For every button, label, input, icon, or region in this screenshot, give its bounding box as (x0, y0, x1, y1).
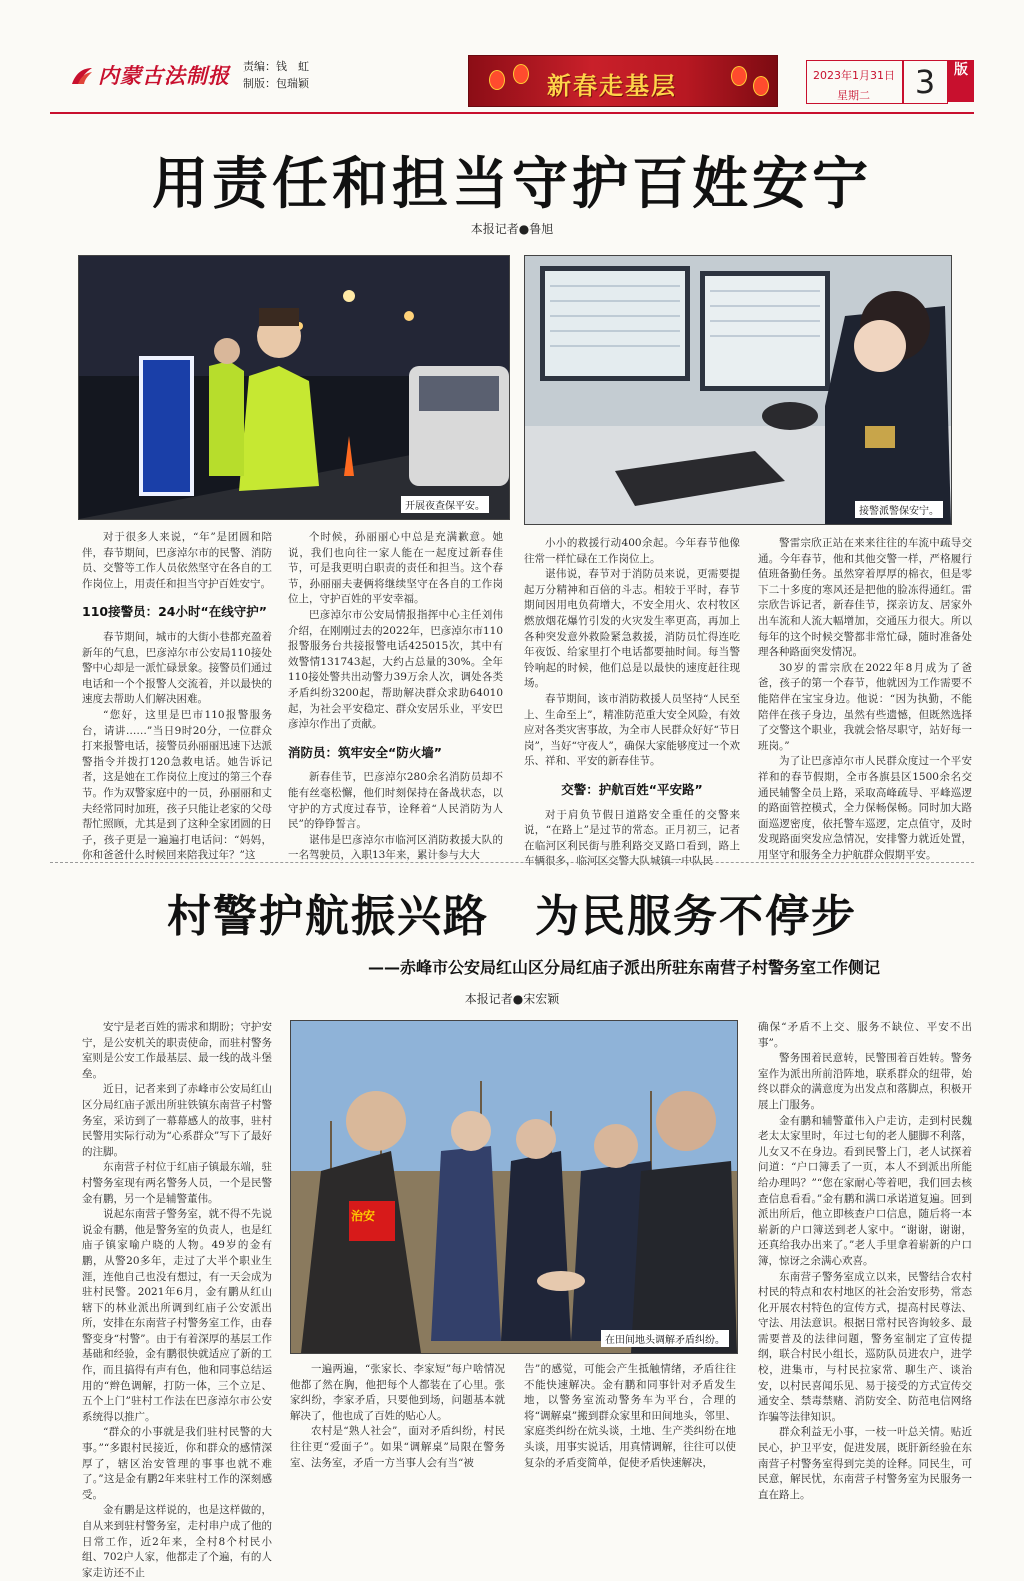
article1-column-3 (524, 536, 740, 868)
dispatch-illustration (525, 256, 951, 524)
night-check-photo (78, 255, 510, 520)
paragraph: 个时候，孙丽丽心中总是充满歉意。她说，我们也向往一家人能在一起度过新春佳节，可是我更明白职责的责任和担当。这个春节，孙丽丽夫妻俩将继续坚守在各自的工作岗位上，守护百姓的平安幸福。 (288, 531, 503, 606)
editor-line: 责编：钱 虹 (243, 60, 309, 73)
paragraph: “您好，这里是巴市110报警服务台，请讲……”当日9时20分，一位群众打来报警电话，接警员孙丽丽迅速下达派警指令并拨打120急救电话。她告诉记者，这是她在工作岗位上度过的第三个春节。作为双警家庭中的一员，孙丽丽和丈夫经常同时加班，孩子只能让老家的父母帮忙照顾，尤其是到了这种全家团圆的日子，孩子更是一遍遍打电话问：“妈妈，你和爸爸什么时候回来陪我过年？”这 (82, 708, 272, 862)
maker-line: 制版：包瑞颖 (243, 77, 309, 90)
night-check-illustration (79, 256, 509, 519)
article2-column-2 (290, 1362, 505, 1480)
paragraph: 说起东南营子警务室，就不得不先说说金有鹏，他是警务室的负责人，也是红庙子镇家喻户晓的人物。49岁的金有鹏，从警20多年，走过了大半个职业生涯，连他自己也没有想过，有一天会成为驻村民警。2021年6月，金有鹏从红山辖下的林业派出所调到红庙子公安派出所，安排在东南营子村警务室工作，由春警变身“村警”。由于有着深厚的基层工作基础和经验，金有鹏很快就适应了新的工作，而且搞得有声有色，他和同事总结运用的“辫色调解，打防一体，三个立足、五个上门”驻村工作法在巴彦淖尔市公安系统得以推广。 (82, 1208, 272, 1423)
logo-emblem-icon (70, 66, 94, 86)
article1-column-4 (758, 536, 972, 861)
paragraph: 为了让巴彦淖尔市人民群众度过一个平安祥和的春节假期，全市各旗县区1500余名交通民辅警全员上路，采取高峰疏导、平峰巡逻的路面管控模式，全力保畅保畅。同时加大路面巡逻密度，依托警车巡逻，定点值守，及时发现路面突发应急情况，安排警力就近处置，用坚守和服务全力护航群众假期平安。 (758, 755, 972, 861)
paragraph: 谌伟说，春节对于消防员来说，更需要提起万分精神和百倍的斗志。相较于平时，春节期间因用电负荷增大，不安全用火、农村牧区燃放烟花爆竹引发的火灾发生率更高，再加上各种突发意外救险紧急救援，消防员忙得连吃年夜饭、给家里打个电话都要抽时间。每当警铃响起的时候，他们总是以最快的速度赶往现场。 (524, 568, 740, 690)
lantern-icon (753, 76, 769, 96)
article1-column-1 (82, 530, 272, 862)
banner-title: 新春走基层 (547, 72, 677, 100)
article2-subtitle: ——赤峰市公安局红山区分局红庙子派出所驻东南营子村警务室工作侧记 (367, 958, 880, 977)
paragraph: 金有鹏和辅警董伟入户走访，走到村民魏老太太家里时，年过七旬的老人腿脚不利落，儿女又不在身边。看到民警上门，老人试探着问道：“户口簿丢了一页，本人不到派出所能给办理吗？”“您在家耐心等着吧，我们回去核查信息看看。”金有鹏和满口承诺道复遍。回到派出所后，他立即核查户口信息，随后将一本崭新的户口簿送到老人家中。“谢谢，谢谢，还真给我办出来了。”老人手里拿着崭新的户口簿，惊讶之余满心欢喜。 (758, 1114, 972, 1267)
mediation-illustration (291, 1021, 737, 1353)
article2-byline: 本报记者●宋宏颖 (464, 992, 560, 1006)
paragraph: 确保“矛盾不上交、服务不缺位、平安不出事”。 (758, 1021, 972, 1049)
date-text: 2023年1月31日 (813, 69, 895, 82)
section-subhead: 交警：护航百姓“平安路” (561, 781, 703, 797)
photo2-caption: 接警派警保安宁。 (855, 501, 943, 518)
article1-title: 用责任和担当守护百姓安宁 (152, 151, 872, 217)
lantern-icon (731, 66, 747, 86)
section-subhead: 110接警员：24小时“在线守护” (82, 604, 267, 620)
editor-credits (243, 58, 309, 92)
paragraph: 群众利益无小事，一枝一叶总关情。贴近民心，护卫平安，促进发展，既肝新经验在东南营子村警务室得到完美的诠释。同民生，可民意，解民忧，东南营子村警务室为民服务一直在路上。 (758, 1426, 972, 1501)
paragraph: 小小的救援行动400余起。今年春节他像往常一样忙碌在工作岗位上。 (524, 537, 740, 565)
paragraph: 警雷宗欣正站在来来往往的车流中疏导交通。今年春节，他和其他交警一样，严格履行值班备勤任务。虽然穿着厚厚的棉衣，但是零下二十多度的寒风还是把他的脸冻得通红。雷宗欣告诉记者，新春佳节，探亲访友、居家外出车流和人流大幅增加，交通压力很大。所以每年的这个时候交警都非常忙碌，随时准备处理各种路面突发情况。 (758, 537, 972, 659)
paragraph: 告”的感觉，可能会产生抵触情绪，矛盾往往不能快速解决。金有鹏和同事针对矛盾发生地，以警务室流动警务车为平台，合理的将“调解桌”搬到群众家里和田间地头，邻里、家庭类纠纷在炕头谈，土地、生产类纠纷在地头谈，用事实说话，用真情调解，往往可以使复杂的矛盾变简单，促使矛盾快速解决， (524, 1363, 736, 1469)
lantern-icon (513, 64, 529, 84)
paragraph: 近日，记者来到了赤峰市公安局红山区分局红庙子派出所驻铁镇东南营子村警务室，采访到了一幕幕感人的故事，驻村民警用实际行动为“心系群众”写下了最好的注脚。 (82, 1083, 272, 1158)
paragraph: 一遍两遍，“张家长、李家短”每户啥情况他都了然在胸，他把每个人都装在了心里。张家纠纷，李家矛盾，只要他到场，问题基本就解决了，他也成了百姓的贴心人。 (290, 1363, 505, 1422)
armband-text: 治安 (351, 1209, 376, 1223)
paragraph: 农村是“熟人社会”，面对矛盾纠纷，村民往往更“爱面子”。如果“调解桌”局限在警务室、法务室，矛盾一方当事人会有当“被 (290, 1425, 505, 1469)
article2-column-1 (82, 1020, 272, 1579)
photo1-caption: 开展夜查保平安。 (401, 496, 489, 513)
article2-title: 村警护航振兴路 为民服务不停步 (167, 891, 857, 942)
article2-column-4 (758, 1020, 972, 1501)
page-label (948, 60, 974, 102)
paper-name: 内蒙古法制报 (98, 64, 230, 88)
paragraph: 金有鹏是这样说的，也是这样做的，自从来到驻村警务室，走村串户成了他的日常工作，近2年来，全村8个村民小组、702户人家，他都走了个遍，有的人家走访还不止 (82, 1504, 272, 1579)
article1-byline: 本报记者●鲁旭 (470, 222, 554, 236)
paragraph: 春节期间，该市消防救援人员坚持“人民至上、生命至上”，精准防范重大安全风险，有效应对各类灾害事故，为全市人民群众好好“节日岗”，当好“守夜人”，确保大家能够度过一个欢乐、祥和、平安的新春佳节。 (524, 692, 740, 768)
paragraph: 谌伟是巴彦淖尔市临河区消防救援大队的一名驾驶员，入职13年来，累计参与大大 (288, 833, 503, 862)
page-label-text: 版 (954, 62, 968, 78)
article-divider (50, 862, 974, 864)
paragraph: 东南营子警务室成立以来，民警结合农村村民的特点和农村地区的社会治安形势，常态化开展农村特色的宣传方式，提高村民尊法、守法、用法意识。根据日常村民咨询较多、最需要普及的法律问题，警务室制定了宣传提纲，联合村民小组长，巡防队员进农户，进学校，进集市，与村民拉家常、聊生产、谈治安，以村民喜闻乐见、易于接受的方式宣传交通安全、禁毒禁赌、消防安全、防范电信网络诈骗等法律知识。 (758, 1270, 972, 1423)
paragraph: 30岁的雷宗欣在2022年8月成为了爸爸，孩子的第一个春节，他就因为工作需要不能陪伴在宝宝身边。他说：“因为执勤，不能陪伴在孩子身边，虽然有些遗憾，但既然选择了交警这个职业，我就会恪尽职守，站好每一班岗。” (758, 661, 972, 752)
issue-date (806, 60, 904, 104)
article2-column-3 (524, 1362, 736, 1480)
paragraph: “群众的小事就是我们驻村民警的大事。”“多跟村民接近，你和群众的感情深厚了，辖区治安管理的事事也就不难了。”这是金有鹏2年来驻村工作的深刻感受。 (82, 1426, 272, 1501)
paragraph: 东南营子村位于红庙子镇最东端，驻村警务室现有两名警务人员，一个是民警金有鹏，另一个是辅警董伟。 (82, 1161, 272, 1205)
paragraph: 巴彦淖尔市公安局情报指挥中心主任刘伟介绍，在刚刚过去的2022年，巴彦淖尔市110报警服务台共接报警电话425015次，其中有效警情131743起，大约占总量的30%。全年110接处警共出动警力39万余人次，调处各类矛盾纠纷3200起，帮助解决群众求助64010起，为社会平安稳定、群众安居乐业，平安巴彦淖尔作出了贡献。 (288, 608, 503, 731)
paragraph: 新春佳节，巴彦淖尔280余名消防员却不能有丝毫松懈，他们时刻保持在备战状态，以守护的方式度过春节，诠释着“人民消防为人民”的铮铮誓言。 (288, 771, 503, 831)
paragraph: 对于很多人来说，“年”是团圆和陪伴，春节期间，巴彦淖尔市的民警、消防员、交警等工作人员依然坚守在各自的工作岗位上，用责任和担当守护百姓安宁。 (82, 531, 272, 590)
masthead-rule (50, 112, 974, 114)
lantern-icon (489, 70, 505, 90)
paragraph: 对于肩负节假日道路安全重任的交警来说，“在路上”是过节的常态。正月初三，记者在临河区利民街与胜利路交叉路口看到，路上车辆很多，临河区交警大队城镇一中队民 (524, 808, 740, 868)
article1-column-2 (288, 530, 503, 862)
paragraph: 警务围着民意转，民警围着百姓转。警务室作为派出所前沿阵地，联系群众的纽带，始终以群众的满意度为出发点和落脚点，积极开展上门服务。 (758, 1052, 972, 1111)
dispatch-center-photo (524, 255, 952, 525)
weekday-text: 星期二 (837, 89, 870, 102)
mediation-photo (290, 1020, 738, 1354)
paragraph: 安宁是老百姓的需求和期盼；守护安宁，是公安机关的职责使命，而驻村警务室则是公安工作最基层、最一线的战斗堡垒。 (82, 1021, 272, 1080)
section-subhead: 消防员：筑牢安全“防火墙” (288, 744, 442, 760)
section-banner (468, 55, 778, 107)
photo3-caption: 在田间地头调解矛盾纠纷。 (601, 1330, 729, 1347)
newspaper-logo (70, 60, 230, 90)
page-number: 3 (902, 60, 948, 104)
paragraph: 春节期间，城市的大街小巷都充盈着新年的气息，巴彦淖尔市公安局110接处警中心却是一派忙碌景象。接警员们通过电话和一个个报警人交流着，并以最快的速度去帮助人们解决困难。 (82, 630, 272, 706)
